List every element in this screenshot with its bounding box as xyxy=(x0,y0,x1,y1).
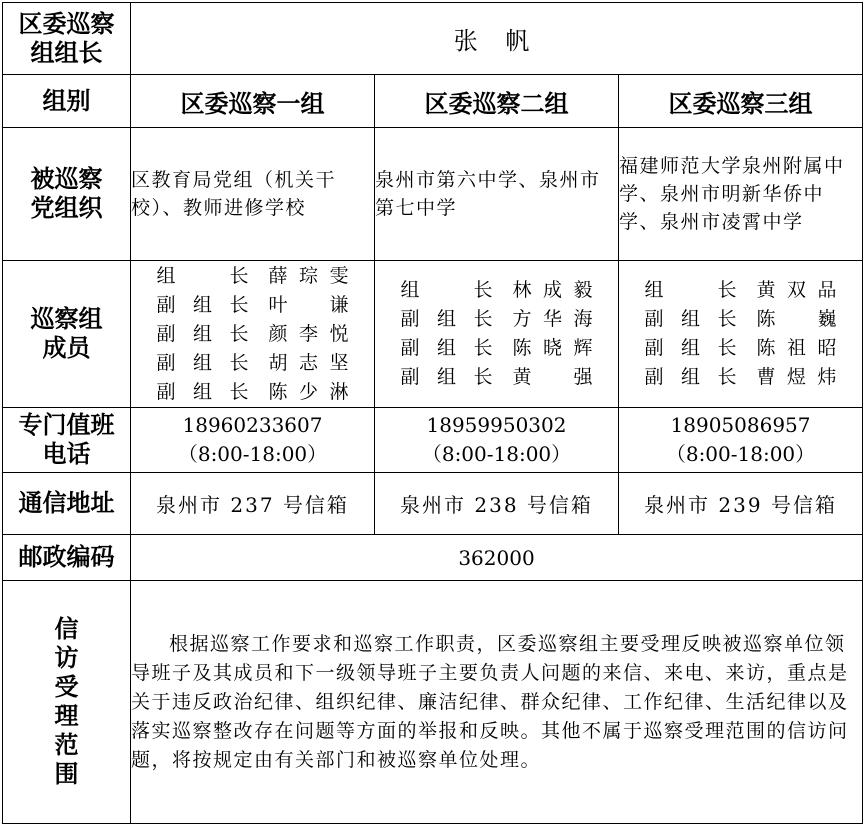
member-entry xyxy=(375,334,618,363)
members-row xyxy=(3,261,863,408)
member-role: 副组长 xyxy=(644,337,737,359)
leader-label-text: 区委巡察组组长 xyxy=(18,9,115,67)
member-role: 副组长 xyxy=(156,322,249,345)
group-2-address: 泉州市 238 号信箱 xyxy=(375,473,619,535)
member-entry xyxy=(619,334,862,363)
postcode-row xyxy=(3,535,863,581)
group-1-phone xyxy=(131,408,375,473)
scope-row xyxy=(3,581,863,824)
duty-hours: （8:00-18:00） xyxy=(665,442,816,466)
group-1-members xyxy=(131,261,375,408)
member-entry xyxy=(619,305,862,334)
group-row xyxy=(3,75,863,128)
group-2-target: 泉州市第六中学、泉州市第七中学 xyxy=(375,128,619,261)
postcode-label: 邮政编码 xyxy=(3,535,131,581)
scope-label xyxy=(3,581,131,824)
phone-number: 18960233607 xyxy=(182,413,323,437)
group-3-phone xyxy=(619,408,863,473)
member-role: 副组长 xyxy=(156,293,249,316)
phone-row xyxy=(3,408,863,473)
group-3-address: 泉州市 239 号信箱 xyxy=(619,473,863,535)
phone-label-text: 专门值班电话 xyxy=(18,411,115,468)
member-name: 林成毅 xyxy=(512,279,593,301)
member-role: 组长 xyxy=(156,264,249,287)
group-2-title: 区委巡察二组 xyxy=(375,75,619,128)
address-row xyxy=(3,473,863,535)
member-name: 陈少淋 xyxy=(268,380,349,403)
member-role: 副组长 xyxy=(400,366,493,388)
duty-hours: （8:00-18:00） xyxy=(177,442,328,466)
member-name: 黄双品 xyxy=(756,279,837,301)
member-name: 黄强 xyxy=(512,366,593,388)
postcode-value: 362000 xyxy=(131,535,863,581)
member-entry xyxy=(375,363,618,392)
member-name: 薛琮雯 xyxy=(268,264,349,287)
member-role: 副组长 xyxy=(156,351,249,374)
member-role: 组长 xyxy=(400,279,493,301)
inspection-info-table xyxy=(2,2,863,824)
duty-hours: （8:00-18:00） xyxy=(421,442,572,466)
member-entry xyxy=(131,291,374,320)
group-1-title: 区委巡察一组 xyxy=(131,75,375,128)
member-name: 叶谦 xyxy=(268,293,349,316)
target-label xyxy=(3,128,131,261)
leader-label xyxy=(3,3,131,75)
members-label xyxy=(3,261,131,408)
group-3-title: 区委巡察三组 xyxy=(619,75,863,128)
scope-label-text: 信访受理范围 xyxy=(54,615,79,788)
phone-label xyxy=(3,408,131,473)
member-entry xyxy=(375,276,618,305)
member-entry xyxy=(131,378,374,407)
target-row xyxy=(3,128,863,261)
group-2-members xyxy=(375,261,619,408)
group-2-phone xyxy=(375,408,619,473)
target-label-text: 被巡察党组织 xyxy=(30,165,103,222)
group-label: 组别 xyxy=(3,75,131,128)
group-3-target: 福建师范大学泉州附属中学、泉州市明新华侨中学、泉州市凌霄中学 xyxy=(619,128,863,261)
member-name: 陈晓辉 xyxy=(512,337,593,359)
member-name: 颜李悦 xyxy=(268,322,349,345)
group-3-members xyxy=(619,261,863,408)
scope-text xyxy=(131,581,863,824)
leader-row xyxy=(3,3,863,75)
address-label: 通信地址 xyxy=(3,473,131,535)
member-entry xyxy=(375,305,618,334)
member-name: 胡志坚 xyxy=(268,351,349,374)
member-name: 方华海 xyxy=(512,308,593,330)
member-role: 副组长 xyxy=(644,308,737,330)
member-role: 副组长 xyxy=(400,308,493,330)
member-name: 曹煜炜 xyxy=(756,366,837,388)
leader-name: 张 帆 xyxy=(131,3,863,75)
member-name: 陈祖昭 xyxy=(756,337,837,359)
member-name: 陈巍 xyxy=(756,308,837,330)
member-entry xyxy=(131,320,374,349)
group-1-address: 泉州市 237 号信箱 xyxy=(131,473,375,535)
phone-number: 18959950302 xyxy=(426,413,567,437)
member-entry xyxy=(131,262,374,291)
phone-number: 18905086957 xyxy=(670,413,811,437)
members-label-text: 巡察组成员 xyxy=(30,305,103,362)
member-role: 副组长 xyxy=(156,380,249,403)
group-1-target: 区教育局党组（机关干校）、教师进修学校 xyxy=(131,128,375,261)
member-entry xyxy=(619,276,862,305)
member-role: 组长 xyxy=(644,279,737,301)
member-entry xyxy=(619,363,862,392)
member-role: 副组长 xyxy=(644,366,737,388)
scope-paragraph: 根据巡察工作要求和巡察工作职责，区委巡察组主要受理反映被巡察单位领导班子及其成员和下一级领导班子主要负责人问题的来信、来电、来访，重点是关于违反政治纪律、组织纪律、廉洁纪律、群众纪律、工作纪律、生活纪律以及落实巡察整改存在问题等方面的举报和反映。其他不属于巡察受理范围的信访问题，将按规定由有关部门和被巡察单位处理。 xyxy=(131,632,849,771)
member-role: 副组长 xyxy=(400,337,493,359)
member-entry xyxy=(131,349,374,378)
